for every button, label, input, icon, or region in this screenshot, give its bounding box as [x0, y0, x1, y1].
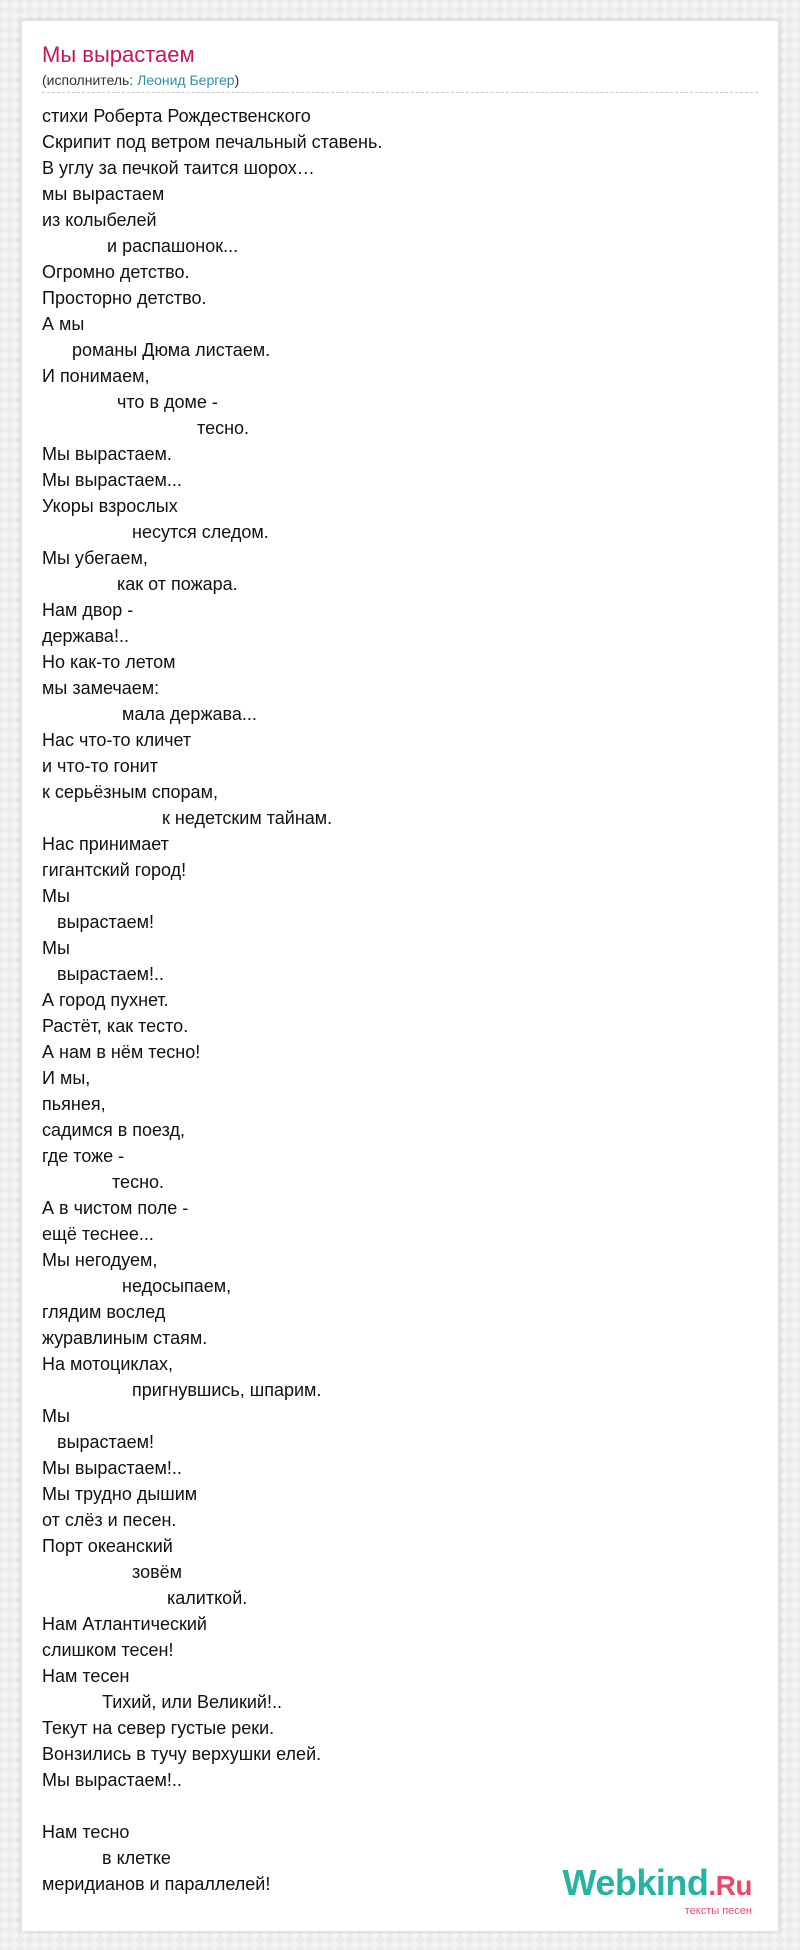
performer-prefix: (исполнитель:: [42, 72, 138, 88]
song-title: Мы вырастаем: [42, 42, 195, 67]
lyrics-text: стихи Роберта Рождественского Скрипит под ветром печальный ставень. В углу за печкой таится шорох… мы вырастаем из колыбелей и распашонок... Огромно детство. Просторно детство. А мы романы Дюма листаем. И понимаем, что в доме - тесно. Мы вырастаем. Мы вырастаем... Укоры взрослых несутся следом. Мы убегаем, как от пожара. Нам двор - держава!.. Но как-то летом мы замечаем: мала держава... Нас что-то кличет и что-то гонит к серьёзным спорам, к недетским тайнам. Нас принимает гигантский город! Мы вырастаем! Мы вырастаем!.. А город пухнет. Растёт, как тесто. А нам в нём тесно! И мы, пьянея, садимся в поезд, где тоже - тесно. А в чистом поле - ещё теснее... Мы негодуем, недосыпаем, глядим вослед журавлиным стаям. На мотоциклах, пригнувшись, шпарим. Мы вырастаем! Мы вырастаем!.. Мы трудно дышим от слёз и песен. Порт океанский зовём калиткой. Нам Атлантический слишком тесен! Нам тесен Тихий, или Великий!.. Текут на север густые реки. Вонзились в тучу верхушки елей. Мы вырастаем!.. Нам тесно в клетке меридианов и параллелей!: [42, 106, 383, 1894]
performer-suffix: ): [234, 72, 240, 88]
dashed-divider: [42, 92, 758, 93]
logo-tld: .Ru: [708, 1870, 752, 1901]
lyrics-card: [21, 20, 779, 1932]
logo-wordmark: [563, 1861, 752, 1908]
site-logo[interactable]: [562, 1861, 752, 1917]
artist-link[interactable]: Леонид Бергер: [137, 72, 235, 88]
performer-line: [42, 71, 239, 89]
logo-name: Webkind: [562, 1862, 709, 1903]
logo-tagline: тексты песен: [684, 1905, 752, 1917]
